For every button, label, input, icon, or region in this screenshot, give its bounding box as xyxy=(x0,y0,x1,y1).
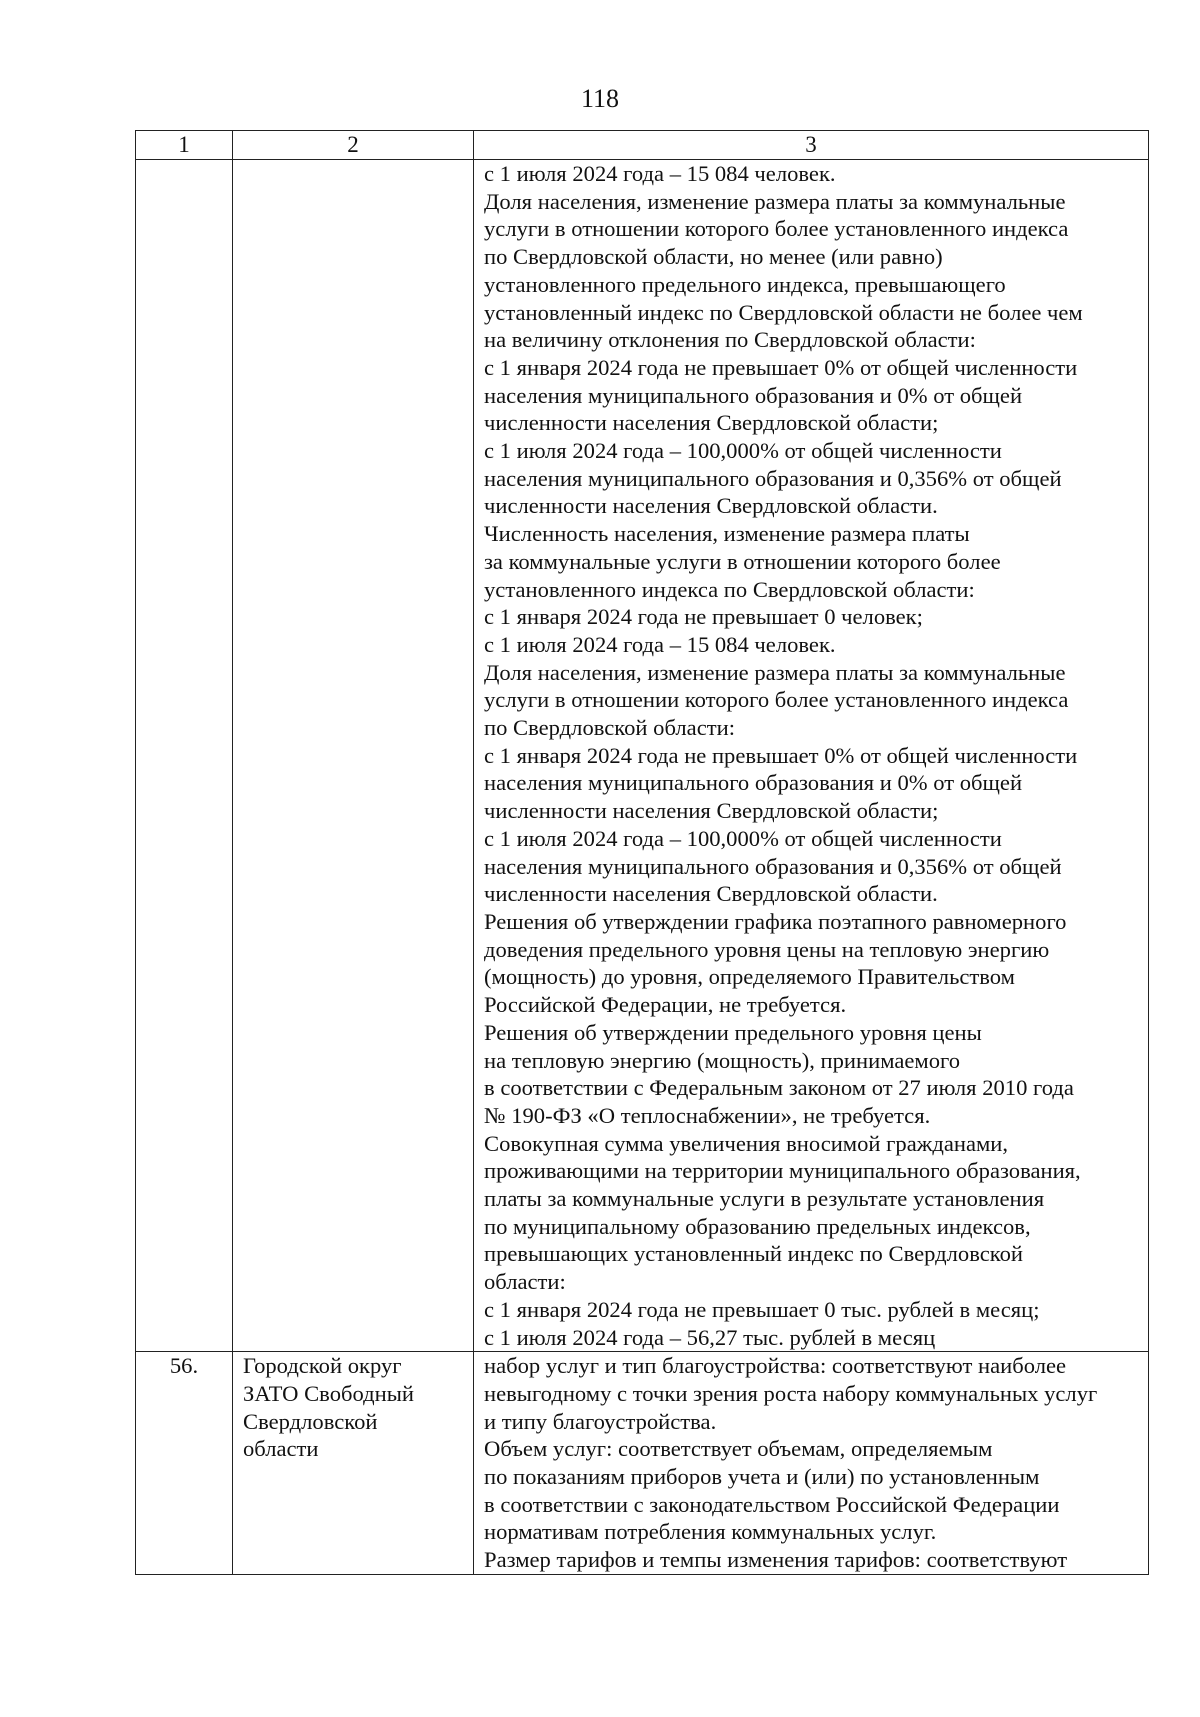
text-line: численности населения Свердловской области. xyxy=(484,881,938,907)
text-line: в соответствии с Федеральным законом от 27 июля 2010 года xyxy=(484,1075,1074,1101)
text-line: населения муниципального образования и 0,356% от общей xyxy=(484,853,1062,879)
text-line: численности населения Свердловской области; xyxy=(484,798,939,824)
text-line: с 1 июля 2024 года – 100,000% от общей численности xyxy=(484,438,1002,464)
text-line: области: xyxy=(484,1269,566,1295)
column-header-3: 3 xyxy=(474,131,1149,160)
text-line: (мощность) до уровня, определяемого Правительством xyxy=(484,964,1015,990)
text-line: с 1 июля 2024 года – 56,27 тыс. рублей в месяц xyxy=(484,1324,936,1350)
text-line: населения муниципального образования и 0% от общей xyxy=(484,382,1023,408)
municipality-name xyxy=(233,1352,473,1463)
text-line: превышающих установленный индекс по Свердловской xyxy=(484,1241,1023,1267)
text-line: установленного индекса по Свердловской области: xyxy=(484,576,975,602)
text-line: по Свердловской области, но менее (или равно) xyxy=(484,244,943,270)
cell-name-empty xyxy=(233,160,474,1352)
text-line: установленный индекс по Свердловской области не более чем xyxy=(484,299,1083,325)
row-number: 56. xyxy=(136,1352,233,1575)
table-row-continuation xyxy=(136,160,1149,1352)
text-line: численности населения Свердловской области; xyxy=(484,410,939,436)
column-header-1: 1 xyxy=(136,131,233,160)
name-line: Свердловской xyxy=(243,1408,378,1434)
text-line: численности населения Свердловской области. xyxy=(484,493,938,519)
text-line: Численность населения, изменение размера платы xyxy=(484,521,970,547)
text-line: услуги в отношении которого более установленного индекса xyxy=(484,216,1069,242)
text-line: нормативам потребления коммунальных услуг. xyxy=(484,1519,937,1545)
text-line: установленного предельного индекса, превышающего xyxy=(484,271,1006,297)
text-line: Объем услуг: соответствует объемам, определяемым xyxy=(484,1436,993,1462)
text-line: в соответствии с законодательством Российской Федерации xyxy=(484,1491,1060,1517)
text-line: на величину отклонения по Свердловской области: xyxy=(484,327,976,353)
text-line: доведения предельного уровня цены на тепловую энергию xyxy=(484,936,1050,962)
cell-municipality-name xyxy=(233,1352,474,1575)
row56-text xyxy=(474,1352,1148,1574)
text-line: невыгодному с точки зрения роста набору коммунальных услуг xyxy=(484,1380,1098,1406)
text-line: Решения об утверждении предельного уровня цены xyxy=(484,1019,982,1045)
text-line: населения муниципального образования и 0,356% от общей xyxy=(484,465,1062,491)
continuation-text xyxy=(474,160,1148,1351)
text-line: с 1 января 2024 года не превышает 0% от общей численности xyxy=(484,354,1078,380)
cell-description-56 xyxy=(474,1352,1149,1575)
text-line: Доля населения, изменение размера платы за коммунальные xyxy=(484,188,1066,214)
table-header-row xyxy=(136,131,1149,160)
cell-number-empty xyxy=(136,160,233,1352)
data-table xyxy=(135,130,1149,1575)
text-line: и типу благоустройства. xyxy=(484,1408,717,1434)
page-number: 118 xyxy=(580,84,620,113)
text-line: с 1 января 2024 года не превышает 0 тыс. рублей в месяц; xyxy=(484,1296,1040,1322)
cell-description xyxy=(474,160,1149,1352)
text-line: населения муниципального образования и 0% от общей xyxy=(484,770,1023,796)
table-row-56 xyxy=(136,1352,1149,1575)
name-line: области xyxy=(243,1436,319,1462)
text-line: с 1 июля 2024 года – 15 084 человек. xyxy=(484,631,836,657)
text-line: с 1 января 2024 года не превышает 0 человек; xyxy=(484,604,923,630)
name-line: ЗАТО Свободный xyxy=(243,1380,414,1406)
text-line: Российской Федерации, не требуется. xyxy=(484,992,847,1018)
text-line: Размер тарифов и темпы изменения тарифов: соответствуют xyxy=(484,1547,1068,1573)
text-line: на тепловую энергию (мощность), принимаемого xyxy=(484,1047,961,1073)
text-line: с 1 января 2024 года не превышает 0% от общей численности xyxy=(484,742,1078,768)
text-line: Доля населения, изменение размера платы за коммунальные xyxy=(484,659,1066,685)
text-line: Совокупная сумма увеличения вносимой гражданами, xyxy=(484,1130,1009,1156)
text-line: с 1 июля 2024 года – 100,000% от общей численности xyxy=(484,825,1002,851)
text-line: по Свердловской области: xyxy=(484,715,735,741)
text-line: набор услуг и тип благоустройства: соответствуют наиболее xyxy=(484,1353,1067,1379)
text-line: с 1 июля 2024 года – 15 084 человек. xyxy=(484,161,836,186)
text-line: услуги в отношении которого более установленного индекса xyxy=(484,687,1069,713)
name-line: Городской округ xyxy=(243,1353,402,1379)
text-line: Решения об утверждении графика поэтапного равномерного xyxy=(484,908,1067,934)
text-line: за коммунальные услуги в отношении которого более xyxy=(484,548,1001,574)
text-line: по муниципальному образованию предельных индексов, xyxy=(484,1213,1031,1239)
text-line: платы за коммунальные услуги в результате установления xyxy=(484,1186,1045,1212)
text-line: по показаниям приборов учета и (или) по установленным xyxy=(484,1464,1040,1490)
text-line: проживающими на территории муниципального образования, xyxy=(484,1158,1081,1184)
column-header-2: 2 xyxy=(233,131,474,160)
text-line: № 190-ФЗ «О теплоснабжении», не требуется. xyxy=(484,1102,931,1128)
